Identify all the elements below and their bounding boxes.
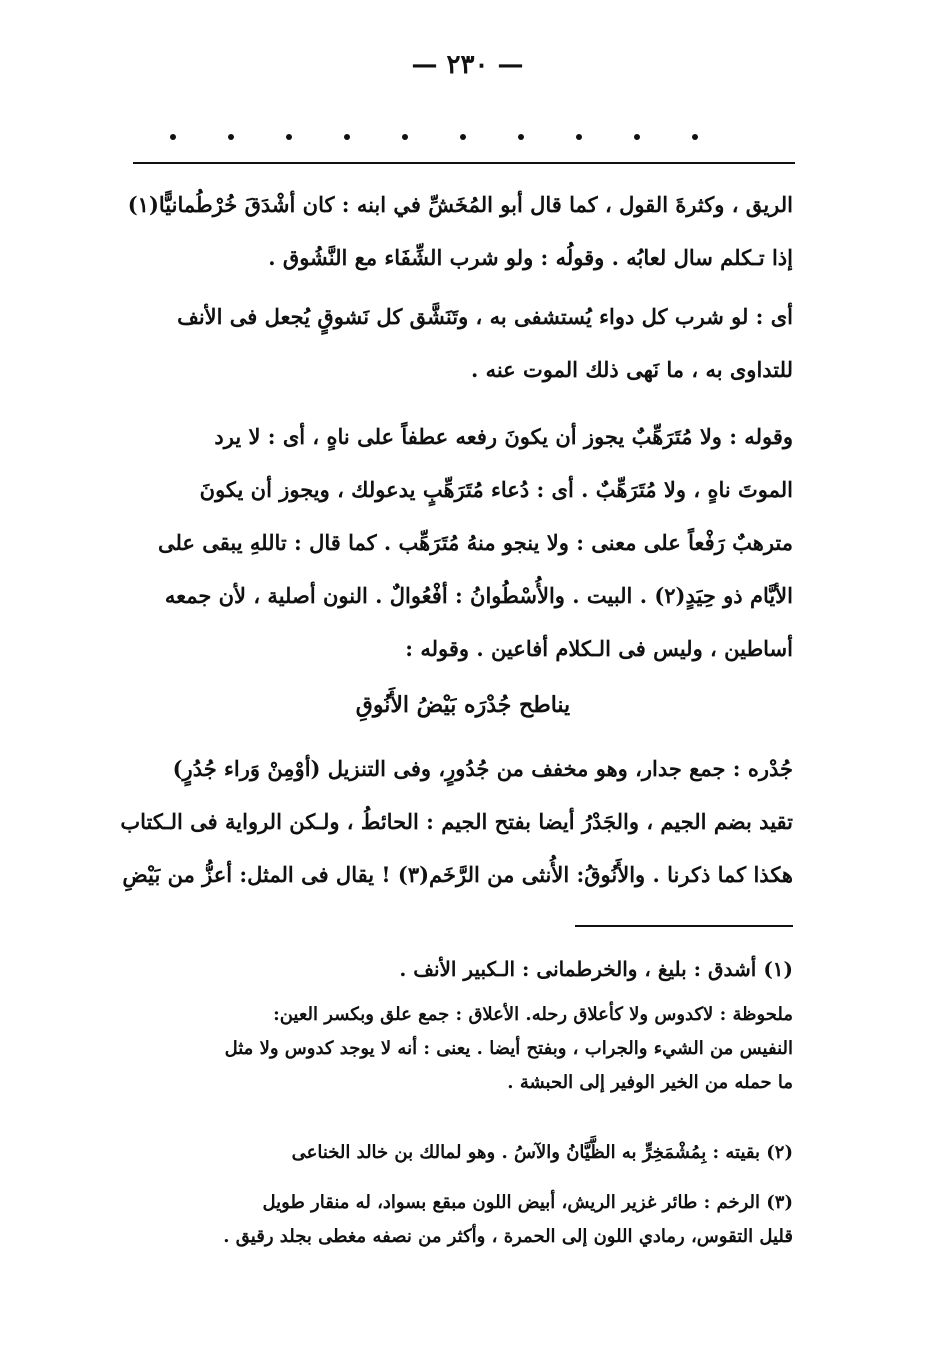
- ornament-dot: [286, 134, 292, 140]
- footnote-3: [133, 1186, 793, 1254]
- footnote-line: النفيس من الشيء والجراب ، وبفتح أيضا . يعنى : أنه لا يوجد كدوس ولا مثل: [224, 1038, 793, 1059]
- footnote-line: ما حمله من الخير الوفير إلى الحبشة .: [507, 1072, 793, 1093]
- ornament-dot: [576, 134, 582, 140]
- text-line: وقوله : ولا مُتَرَهِّبٌ يجوز أن يكونَ رفعه عطفاً على ناهٍ ، أى : لا يرد: [214, 424, 793, 449]
- body-paragraph-3: [133, 410, 793, 675]
- body-paragraph-4: [120, 742, 793, 901]
- footnote-rule: [575, 925, 793, 927]
- ornament-dot: [170, 134, 176, 140]
- footnote-line: (٣) الرخم : طائر غزير الريش، أبيض اللون مبقع بسواد، له منقار طويل: [262, 1192, 793, 1213]
- text-line: إذا تـكلم سال لعابُه . وقولُه : ولو شرب الشِّفَاء مع النَّشُوق .: [268, 245, 793, 270]
- ornament-dot: [518, 134, 524, 140]
- body-paragraph-1: [127, 178, 793, 284]
- footnote-line: قليل التقوس، رمادي اللون إلى الحمرة ، وأكثر من نصفه مغطى بجلد رقيق .: [223, 1226, 793, 1247]
- text-line: مترهبٌ رَفْعاً على معنى : ولا ينجو منهُ مُتَرَهِّب . كما قال : تاللهِ يبقى على: [157, 530, 793, 555]
- header-rule: [133, 162, 795, 164]
- text-line: تقيد بضم الجيم ، والجَدْرُ أيضا بفتح الجيم : الحائطُ ، ولـكن الرواية فى الـكتاب: [120, 809, 793, 834]
- text-line: الأيَّام ذو حِيَدٍ(٢) . البيت . والأُسْطُوانُ : أفْعُوالٌ . النون أصلية ، لأن جمعه: [164, 583, 793, 608]
- footnote-note: [133, 998, 793, 1100]
- ornament-dot: [344, 134, 350, 140]
- text-line: هكذا كما ذكرنا . والأَنُوقُ: الأُنثى من الرَّخَم(٣) ! يقال فى المثل: أعزُّ من بَيْضِ: [122, 862, 793, 887]
- ornament-dot-row: [170, 130, 690, 150]
- text-line: أساطين ، وليس فى الـكلام أفاعين . وقوله :: [405, 636, 793, 661]
- ornament-dot: [402, 134, 408, 140]
- footnote-line: ملحوظة : لاكدوس ولا كأعلاق رحله. الأعلاق : جمع علق وبكسر العين:: [273, 1004, 793, 1025]
- text-line: أى : لو شرب كل دواء يُستشفى به ، وتَنَشَّق كل نَشوقٍ يُجعل فى الأنف: [177, 304, 793, 329]
- text-line: الموتَ ناهٍ ، ولا مُتَرَهِّبٌ . أى : دُعاء مُتَرَهِّبٍ يدعولك ، ويجوز أن يكونَ: [199, 477, 793, 502]
- footnote-2: [133, 1136, 793, 1170]
- text-line: جُدْره : جمع جدار، وهو مخفف من جُدُورٍ، وفى التنزيل (أوْمِنْ وَراء جُدُرٍ): [172, 756, 793, 781]
- verse-line: يناطح جُدْرَه بَيْضُ الأَنُوقِ: [355, 692, 571, 718]
- body-paragraph-2: [133, 290, 793, 396]
- ornament-dot: [460, 134, 466, 140]
- ornament-dot: [634, 134, 640, 140]
- footnote-1: [133, 952, 793, 986]
- text-line: الريق ، وكثرةَ القول ، كما قال أبو المُخَشِّ في ابنه : كان أشْدَقَ خُرْطُمانيًّا(١): [127, 192, 793, 217]
- ornament-dot: [692, 134, 698, 140]
- ornament-dot: [228, 134, 234, 140]
- footnote-line: (٢) بقيته : بِمُشْمَخِرٍّ به الظَّيَّانُ والآسُ . وهو لمالك بن خالد الخناعى: [291, 1142, 793, 1163]
- page-number: — ٢٣٠ —: [411, 50, 524, 80]
- text-line: للتداوى به ، ما نَهى ذلك الموت عنه .: [470, 357, 793, 382]
- footnote-line: (١) أشدق : بليغ ، والخرطمانى : الـكبير الأنف .: [399, 957, 793, 981]
